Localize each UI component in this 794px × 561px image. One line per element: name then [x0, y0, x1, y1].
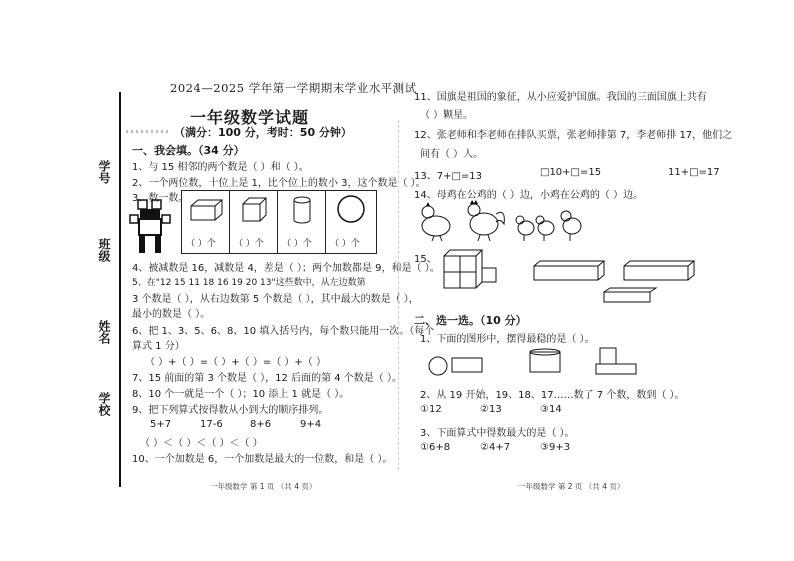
- question-11-line2: （ ）颗星。: [420, 110, 474, 121]
- s2-q2-option-3: ③14: [540, 404, 562, 415]
- cuboid-icon: [190, 199, 224, 221]
- sphere-icon: [336, 194, 366, 224]
- shape-cell-cuboid: [182, 191, 230, 253]
- cube-stack-icon: [444, 250, 496, 288]
- question-15: 15、: [414, 254, 437, 265]
- question-6-equation: （ ）+（ ）=（ ）+（ ）=（ ）+（ ）: [145, 357, 326, 368]
- cylinder-stack-icon: [530, 349, 560, 372]
- q9-expr-3: 8+6: [250, 419, 272, 430]
- chick-icon: [516, 216, 534, 241]
- q9-expr-2: 17-6: [200, 419, 223, 430]
- binding-label-class: 班级: [97, 238, 111, 262]
- right-page: [400, 0, 794, 561]
- question-10: 10、一个加数是 6，一个加数是最大的一位数，和是（ ）。: [132, 454, 393, 465]
- q15-shapes: [434, 246, 764, 306]
- question-12-line1: 12、张老师和李老师在排队买票，张老师排第 7，李老师排 17，他们之: [414, 130, 733, 141]
- header-title: 2024—2025 学年第一学期期末学业水平测试: [170, 81, 417, 95]
- s2-q3-option-1: ①6+8: [420, 442, 451, 453]
- footer-page-2: 一年级数学 第 2 页 （共 4 页）: [518, 482, 625, 491]
- shape-cell-sphere: [326, 191, 374, 253]
- question-5-line1: 5、在"12 15 11 18 16 19 20 13"这些数中，从左边数第: [132, 278, 366, 288]
- question-2: 2、一个两位数，十位上是 1，比个位上的数小 3，这个数是（ ）。: [132, 178, 426, 189]
- s2-q3-option-3: ③9+3: [540, 442, 571, 453]
- sphere-on-cuboid-icon: [429, 357, 482, 375]
- question-9: 9、把下列算式按得数从小到大的顺序排列。: [132, 405, 329, 416]
- flat-cuboid-icon: [604, 288, 656, 302]
- s2-q2-option-2: ②13: [480, 404, 502, 415]
- chick-icon: [536, 216, 554, 241]
- question-6-line2: 算式 1 分）: [132, 341, 185, 352]
- s2-question-1: 1、下面的图形中，摆得最稳的是（ ）。: [420, 334, 595, 345]
- s2-q2-option-1: ①12: [420, 404, 442, 415]
- question-12-line2: 间有（ ）人。: [420, 149, 484, 160]
- q9-expr-4: 9+4: [300, 419, 322, 430]
- question-1: 1、与 15 相邻的两个数是（ ）和（ ）。: [132, 162, 309, 173]
- s2-q1-shapes: [420, 344, 650, 378]
- long-cuboid-icon: [624, 261, 694, 280]
- question-8: 8、10 个一就是一个（ ）；10 添上 1 就是（ ）。: [132, 389, 350, 400]
- section2-title: 二、选一选。（10 分）: [414, 314, 527, 327]
- binding-line: [119, 92, 121, 487]
- question-7: 7、15 前面的第 3 个数是（ ），12 后面的第 4 个数是（ ）。: [132, 373, 402, 384]
- s2-question-2: 2、从 19 开始，19、18、17……数了 7 个数，数到（ ）。: [420, 390, 685, 401]
- chicken-illustration: [414, 200, 654, 242]
- shape-count-blank: （ ）个: [186, 239, 216, 249]
- question-14: 14、母鸡在公鸡的（ ）边，小鸡在公鸡的（ ）边。: [414, 190, 644, 201]
- shape-count-table: [181, 190, 377, 254]
- s2-question-3: 3、下面算式中得数最大的是（ ）。: [420, 428, 575, 439]
- question-3: 3、数一数。: [132, 193, 189, 204]
- exam-title: 一年级数学试题: [190, 108, 310, 127]
- s2-q3-option-2: ②4+7: [480, 442, 511, 453]
- smudge: [126, 130, 171, 133]
- exam-meta: （满分：100 分，考时：50 分钟）: [174, 126, 352, 139]
- hen-icon: [422, 202, 450, 241]
- shape-count-blank: （ ）个: [234, 239, 264, 249]
- question-13-c: 11+□=17: [668, 167, 720, 178]
- cylinder-icon: [292, 196, 312, 224]
- shape-cell-cylinder: [278, 191, 326, 253]
- question-13-b: □10+□=15: [540, 167, 602, 178]
- shape-cell-cube: [230, 191, 278, 253]
- question-11-line1: 11、国旗是祖国的象征，从小应爱护国旗。我国的三面国旗上共有: [414, 92, 707, 103]
- shape-count-blank: （ ）个: [282, 239, 312, 249]
- question-6-line1: 6、把 1、3、5、6、8、10 填入括号内，每个数只能用一次。（每个: [132, 326, 435, 337]
- page-divider: [398, 120, 399, 470]
- binding-label-name: 姓名: [97, 320, 111, 344]
- section1-title: 一、我会填。（34 分）: [132, 144, 245, 157]
- question-5-line3: 最小的数是（ ）。: [132, 309, 211, 320]
- rooster-icon: [468, 200, 504, 241]
- cube-icon: [242, 197, 268, 223]
- question-4: 4、被减数是 16，减数是 4，差是（ ）；两个加数都是 9，和是（ ）。: [132, 263, 440, 274]
- binding-label-school: 学校: [97, 392, 111, 416]
- long-cuboid-icon: [534, 261, 604, 280]
- q9-expr-1: 5+7: [150, 419, 172, 430]
- chick-icon: [561, 211, 581, 241]
- question-13-a: 13、7+□=13: [414, 171, 483, 182]
- footer-page-1: 一年级数学 第 1 页 （共 4 页）: [210, 482, 317, 491]
- robot-figure: [128, 198, 174, 256]
- q9-order-blanks: （ ）＜（ ）＜（ ）＜（ ）: [140, 438, 263, 449]
- shape-count-blank: （ ）个: [330, 239, 360, 249]
- cube-on-cuboid-icon: [596, 348, 636, 374]
- binding-label-student-id: 学号: [97, 160, 111, 184]
- question-5-line2: 3 个数是（ ），从右边数第 5 个数是（ ），其中最大的数是（ ），: [132, 294, 419, 305]
